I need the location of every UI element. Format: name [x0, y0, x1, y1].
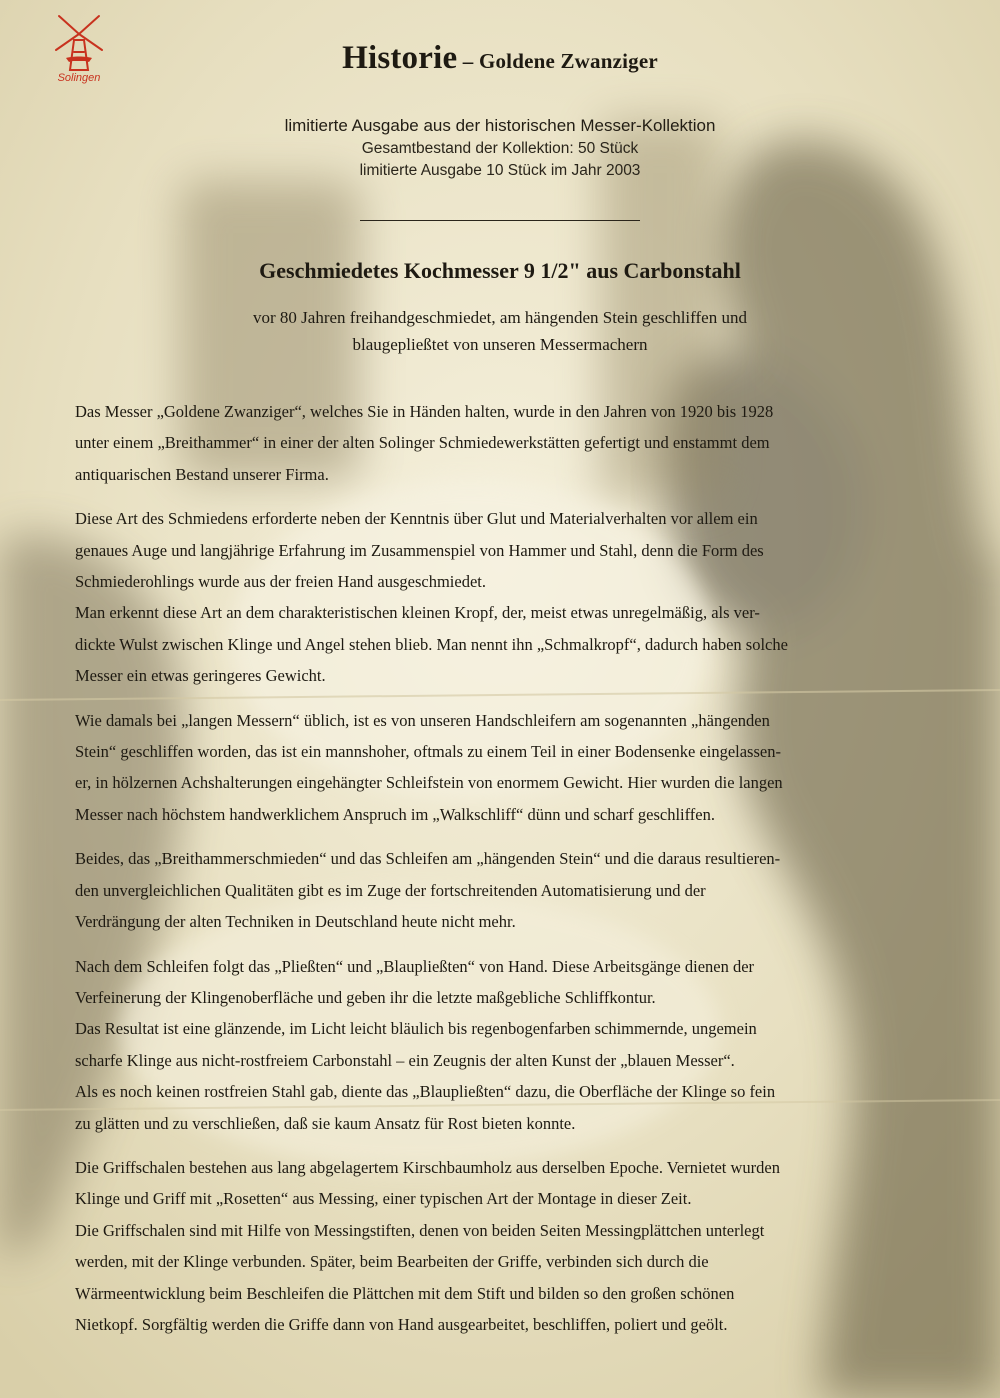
body-line: dickte Wulst zwischen Klinge und Angel stehen blieb. Man nennt ihn „Schmalkropf“, dadurch haben solche	[75, 634, 788, 654]
body-line: Als es noch keinen rostfreien Stahl gab, diente das „Blaupließten“ dazu, die Oberfläche der Klinge so fein	[75, 1082, 776, 1102]
body-paragraph	[75, 951, 925, 1139]
body-line: Das Resultat ist eine glänzende, im Licht leicht bläulich bis regenbogenfarben schimmernde, ungemein	[75, 1019, 757, 1039]
solingen-logo	[44, 12, 114, 94]
body-line: Messer ein etwas geringeres Gewicht.	[75, 666, 326, 686]
product-subtitle-line-1: vor 80 Jahren freihandgeschmiedet, am hängenden Stein geschliffen und	[253, 308, 747, 327]
body-line: er, in hölzernen Achshalterungen eingehängter Schleifstein von enormem Gewicht. Hier wurden die langen	[75, 773, 783, 793]
product-subtitle	[0, 304, 1000, 358]
body-line: Beides, das „Breithammerschmieden“ und das Schleifen am „hängenden Stein“ und die daraus resultieren-	[75, 849, 781, 869]
edition-line-3: limitierte Ausgabe 10 Stück im Jahr 2003	[359, 162, 641, 179]
body-line: Nietkopf. Sorgfältig werden die Griffe dann von Hand ausgearbeitet, beschliffen, poliert und geölt.	[75, 1314, 728, 1334]
divider-rule	[360, 220, 640, 221]
body-text	[75, 396, 925, 1353]
body-line: werden, mit der Klinge verbunden. Später, beim Bearbeiten der Griffe, verbinden sich durch die	[75, 1252, 709, 1272]
body-line: Die Griffschalen sind mit Hilfe von Messingstiften, denen von beiden Seiten Messingplättchen unterlegt	[75, 1220, 765, 1240]
body-line: scharfe Klinge aus nicht-rostfreiem Carbonstahl – ein Zeugnis der alten Kunst der „blauen Messer“.	[75, 1050, 735, 1070]
title-subtitle: Goldene Zwanziger	[478, 49, 658, 73]
product-title: Geschmiedetes Kochmesser 9 1/2" aus Carbonstahl	[259, 258, 741, 283]
body-line: Das Messer „Goldene Zwanziger“, welches Sie in Händen halten, wurde in den Jahren von 1920 bis 1928	[75, 402, 774, 421]
body-line: zu glätten und zu verschließen, daß sie kaum Ansatz für Rost bieten konnte.	[75, 1113, 576, 1133]
body-line: genaues Auge und langjährige Erfahrung im Zusammenspiel von Hammer und Stahl, denn die Form des	[75, 540, 764, 560]
body-line: Wie damals bei „langen Messern“ üblich, ist es von unseren Handschleifern am sogenannten „hängenden	[75, 710, 770, 730]
body-line: Wärmeentwicklung beim Beschleifen die Plättchen mit dem Stift und bilden so den großen schönen	[75, 1283, 735, 1303]
title-dash: –	[457, 49, 479, 73]
body-line: Die Griffschalen bestehen aus lang abgelagertem Kirschbaumholz aus derselben Epoche. Vernietet wurden	[75, 1157, 780, 1177]
body-paragraph	[75, 396, 925, 490]
edition-line-1: limitierte Ausgabe aus der historischen Messer-Kollektion	[284, 116, 716, 135]
page-title	[0, 40, 1000, 77]
body-line: Verfeinerung der Klingenoberfläche und geben ihr die letzte maßgebliche Schliffkontur.	[75, 987, 656, 1007]
body-line: Messer nach höchstem handwerklichem Anspruch im „Walkschliff“ dünn und scharf geschliffen.	[75, 804, 716, 824]
body-line: Diese Art des Schmiedens erforderte neben der Kenntnis über Glut und Materialverhalten vor allem ein	[75, 509, 758, 529]
body-line: unter einem „Breithammer“ in einer der alten Solinger Schmiedewerkstätten gefertigt und enstammt dem	[75, 433, 770, 453]
product-subtitle-line-2: blaugepließtet von unseren Messermachern	[352, 335, 648, 354]
body-line: Verdrängung der alten Techniken in Deutschland heute nicht mehr.	[75, 912, 516, 932]
body-line: antiquarischen Bestand unserer Firma.	[75, 464, 329, 484]
body-line: Klinge und Griff mit „Rosetten“ aus Messing, einer typischen Art der Montage in dieser Zeit.	[75, 1189, 692, 1209]
title-main: Historie	[342, 40, 458, 76]
body-paragraph	[75, 503, 925, 691]
body-line: den unvergleichlichen Qualitäten gibt es im Zuge der fortschreitenden Automatisierung und der	[75, 880, 706, 900]
body-line: Schmiederohlings wurde aus der freien Hand ausgeschmiedet.	[75, 572, 486, 592]
body-paragraph	[75, 843, 925, 937]
windmill-icon	[44, 12, 114, 72]
body-line: Man erkennt diese Art an dem charakteristischen kleinen Kropf, der, meist etwas unregelmäßig, als ver-	[75, 603, 760, 623]
body-paragraph	[75, 1152, 925, 1340]
edition-info	[0, 114, 1000, 182]
body-line: Stein“ geschliffen worden, das ist ein mannshoher, oftmals zu einem Teil in einer Bodensenke eingelassen-	[75, 742, 781, 762]
body-paragraph	[75, 705, 925, 831]
logo-label: Solingen	[57, 72, 101, 84]
body-line: Nach dem Schleifen folgt das „Pließten“ und „Blaupließten“ von Hand. Diese Arbeitsgänge dienen der	[75, 956, 755, 976]
edition-line-2: Gesamtbestand der Kollektion: 50 Stück	[361, 140, 639, 157]
